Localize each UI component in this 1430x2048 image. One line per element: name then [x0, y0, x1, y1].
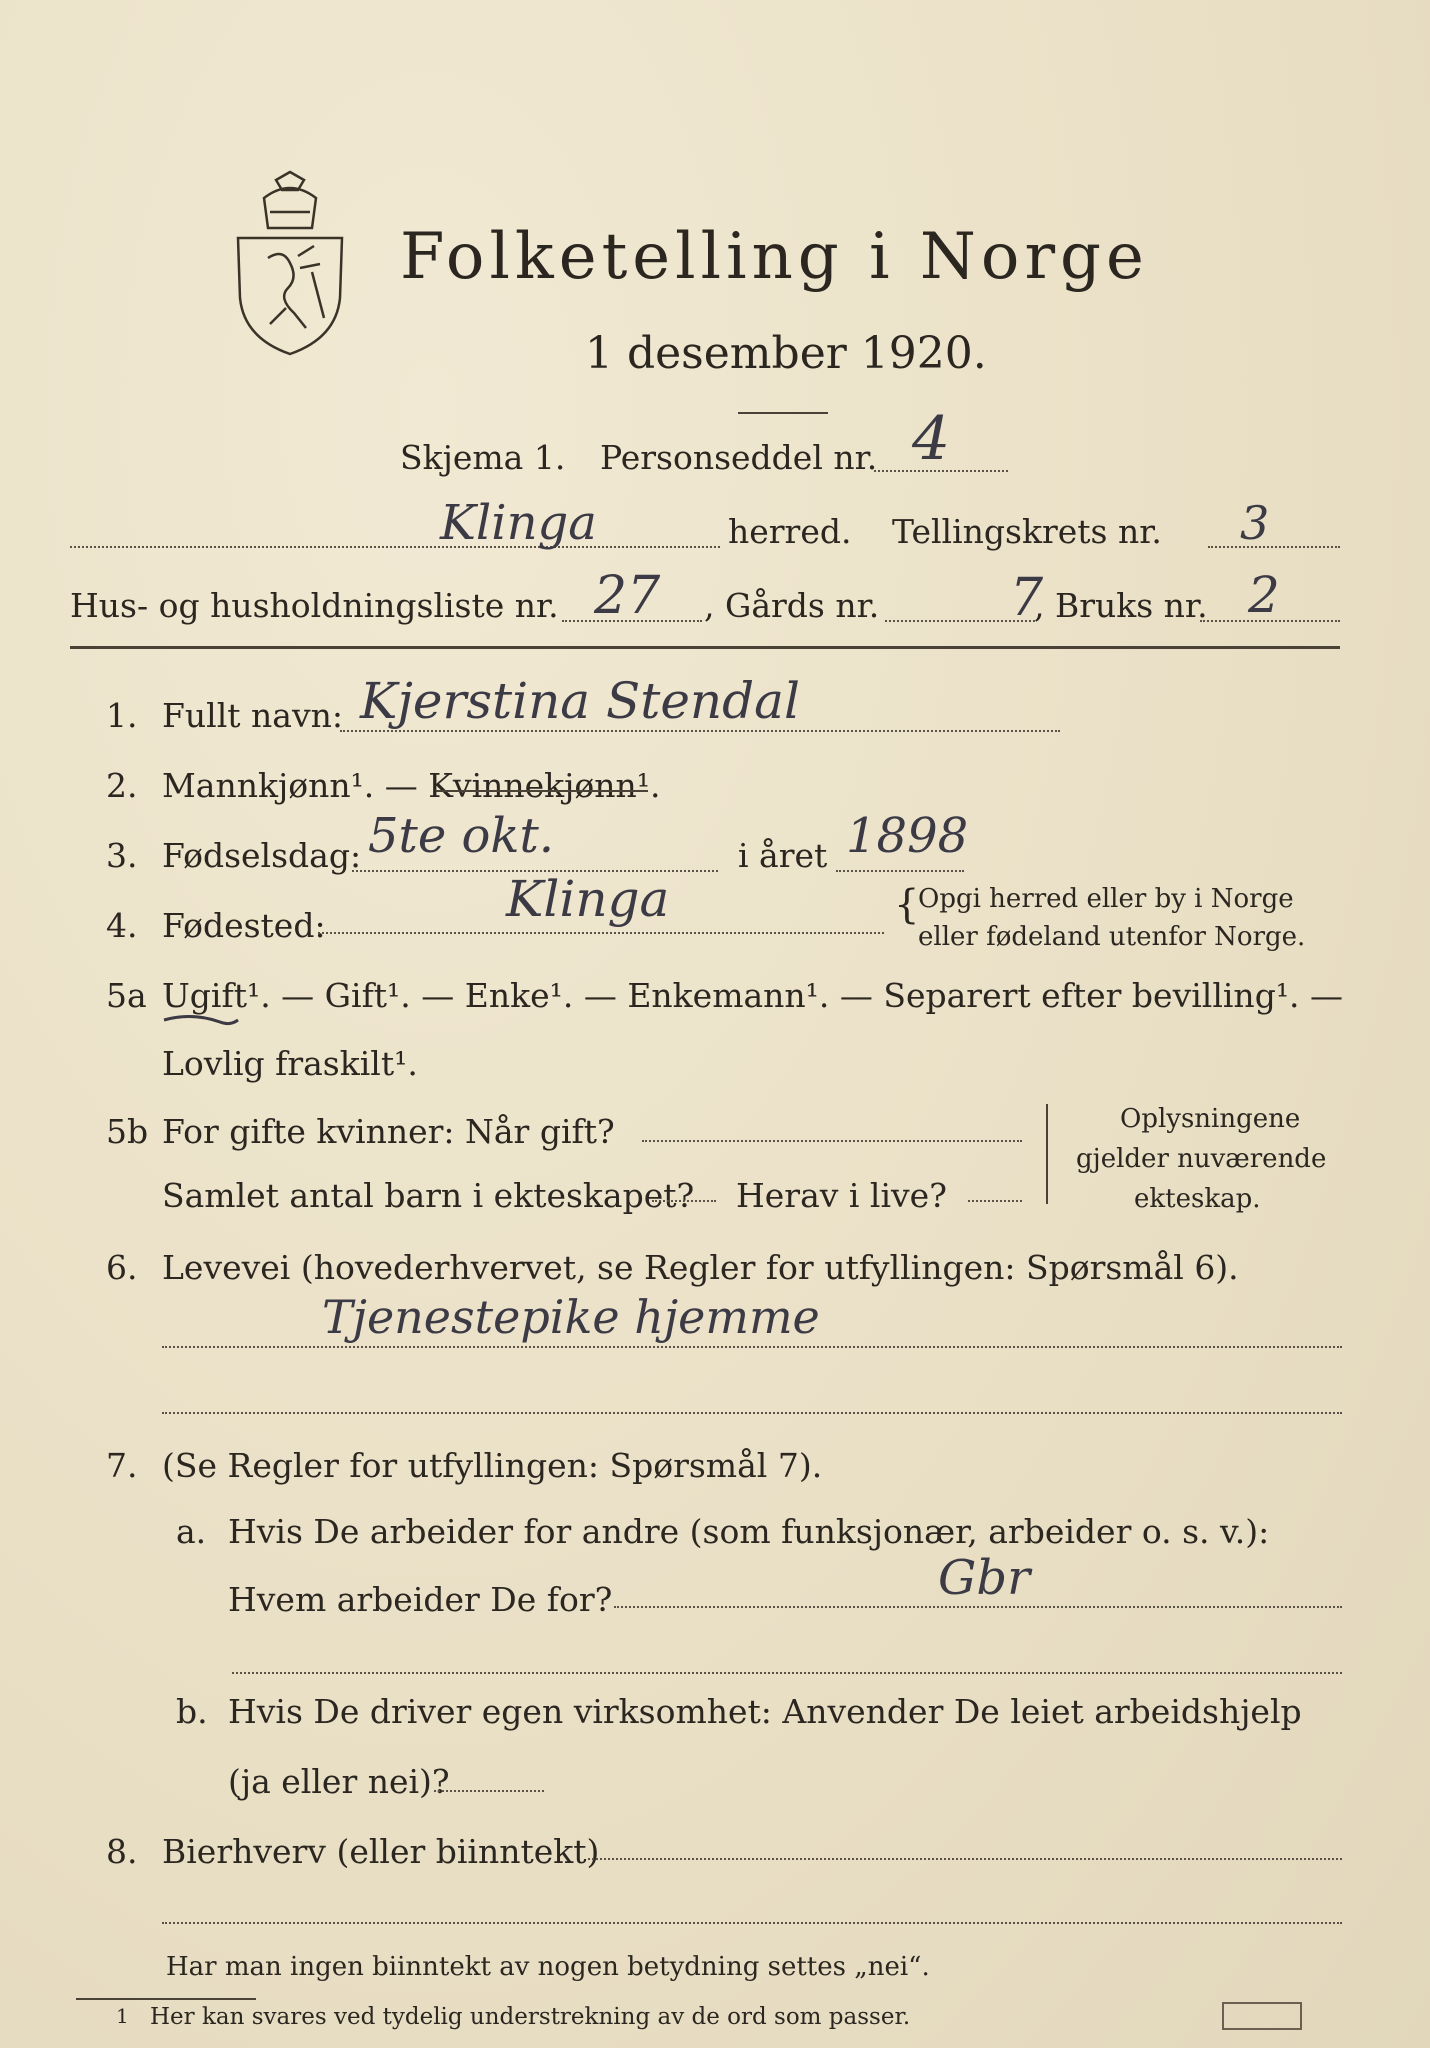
q4-note-line1: Opgi herred eller by i Norge [918, 884, 1294, 914]
herred-label: herred. [728, 512, 852, 551]
q7b-field-line [434, 1790, 544, 1792]
bruks-label: , Bruks nr. [1034, 586, 1208, 625]
footnote-number: 1 [116, 2004, 129, 2028]
gards-value[interactable]: 7 [1010, 568, 1044, 628]
footer-note: Har man ingen biinntekt av nogen betydning settes „nei“. [166, 1952, 930, 1982]
form-title: Folketelling i Norge [400, 220, 1149, 294]
q4-label: Fødested: [162, 906, 326, 945]
q5a-line1: Ugift¹. — Gift¹. — Enke¹. — Enkemann¹. — Separert efter bevilling¹. — [162, 976, 1344, 1015]
q4-value[interactable]: Klinga [506, 870, 670, 928]
bruks-value[interactable]: 2 [1248, 566, 1280, 624]
q7a-line2: Hvem arbeider De for? [228, 1580, 613, 1619]
q3-number: 3. [106, 836, 138, 875]
q7a-field-line-2 [232, 1672, 1342, 1674]
herred-field-line [70, 546, 720, 548]
q2-strikethrough [436, 790, 648, 792]
q5b-children-field-line [652, 1200, 716, 1202]
q8-number: 8. [106, 1832, 138, 1871]
q5b-label3: Herav i live? [736, 1176, 947, 1215]
ugift-underline-mark [162, 1010, 242, 1032]
header-rule [70, 646, 1340, 649]
tellingskrets-field-line [1208, 546, 1340, 548]
q2-number: 2. [106, 766, 138, 805]
q1-value[interactable]: Kjerstina Stendal [360, 672, 800, 730]
husliste-label: Hus- og husholdningsliste nr. [70, 586, 559, 625]
q4-note-line2: eller fødeland utenfor Norge. [918, 922, 1306, 952]
printer-stamp [1222, 2002, 1302, 2030]
q7a-letter: a. [176, 1512, 207, 1551]
q5b-number: 5b [106, 1112, 149, 1151]
q1-number: 1. [106, 696, 138, 735]
q2-label: Mannkjønn¹. — Kvinnekjønn¹. [162, 766, 661, 805]
q5b-note-line1: Oplysningene [1120, 1104, 1301, 1134]
personseddel-label: Personseddel nr. [600, 438, 878, 477]
q5b-label2: Samlet antal barn i ekteskapet? [162, 1176, 695, 1215]
q5a-line2: Lovlig fraskilt¹. [162, 1044, 418, 1083]
q8-label: Bierhverv (eller biinntekt) [162, 1832, 600, 1871]
q6-number: 6. [106, 1248, 138, 1287]
q5b-note-line2: gjelder nuværende [1076, 1144, 1327, 1174]
q3-year-field-line [836, 870, 964, 872]
q4-field-line [318, 932, 884, 934]
q7-number: 7. [106, 1446, 138, 1485]
q3-label: Fødselsdag: [162, 836, 362, 875]
q4-brace: { [894, 882, 920, 928]
q6-value[interactable]: Tjenestepike hjemme [322, 1290, 820, 1344]
q4-number: 4. [106, 906, 138, 945]
census-date: 1 desember 1920. [585, 328, 987, 379]
q5b-alive-field-line [968, 1200, 1022, 1202]
title-divider [738, 412, 828, 414]
herred-value[interactable]: Klinga [440, 495, 597, 551]
q6-field-line-2 [162, 1412, 1342, 1414]
q7a-line1: Hvis De arbeider for andre (som funksjonær, arbeider o. s. v.): [228, 1512, 1270, 1551]
q5a-number: 5a [106, 976, 147, 1015]
q3-year-label: i året [738, 836, 828, 875]
q3-year-value[interactable]: 1898 [846, 808, 969, 864]
q5b-note-line3: ekteskap. [1134, 1184, 1261, 1214]
q1-label: Fullt navn: [162, 696, 343, 735]
footnote-text: Her kan svares ved tydelig understrekning av de ord som passer. [150, 2004, 911, 2030]
q1-field-line [340, 730, 1060, 732]
husliste-value[interactable]: 27 [594, 566, 661, 626]
q5b-married-field-line [642, 1140, 1022, 1142]
gards-label: , Gårds nr. [704, 586, 880, 625]
q6-field-line-1 [162, 1346, 1342, 1348]
tellingskrets-label: Tellingskrets nr. [892, 512, 1162, 551]
personseddel-value[interactable]: 4 [912, 404, 951, 474]
q7a-value[interactable]: Gbr [938, 1550, 1031, 1606]
q3-day-value[interactable]: 5te okt. [368, 808, 555, 864]
skjema-label: Skjema 1. [400, 438, 566, 477]
q5b-note-bracket [1046, 1104, 1048, 1204]
q5b-label1: For gifte kvinner: Når gift? [162, 1112, 615, 1151]
q7b-line1: Hvis De driver egen virksomhet: Anvender De leiet arbeidshjelp [228, 1692, 1302, 1731]
q7-label: (Se Regler for utfyllingen: Spørsmål 7). [162, 1446, 823, 1485]
q7b-line2: (ja eller nei)? [228, 1762, 450, 1801]
q8-field-line-2 [162, 1922, 1342, 1924]
q8-field-line-1 [588, 1858, 1342, 1860]
footnote-rule [76, 1998, 256, 2000]
tellingskrets-value[interactable]: 3 [1240, 496, 1270, 550]
q7b-letter: b. [176, 1692, 208, 1731]
q7a-field-line-1 [614, 1606, 1342, 1608]
q6-label: Levevei (hovederhvervet, se Regler for utfyllingen: Spørsmål 6). [162, 1248, 1239, 1287]
coat-of-arms-icon [228, 168, 352, 358]
